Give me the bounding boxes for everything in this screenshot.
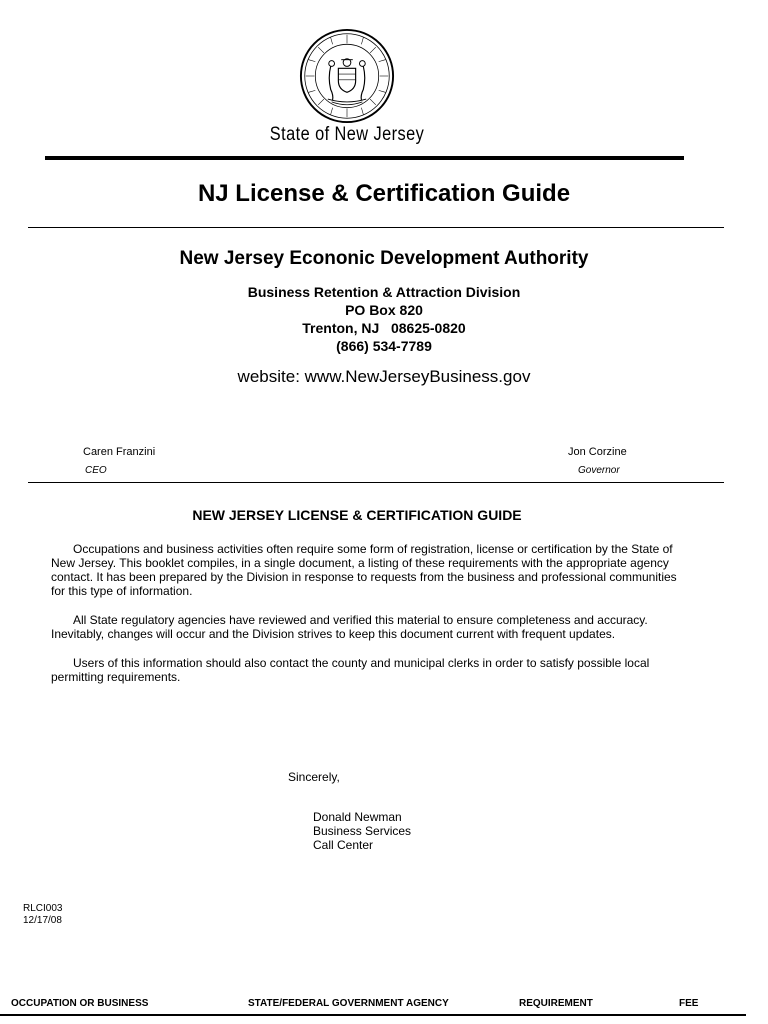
table-header-divider	[0, 1014, 746, 1016]
column-header-agency: STATE/FEDERAL GOVERNMENT AGENCY	[248, 998, 449, 1009]
state-name-heading: State of New Jersey	[269, 124, 425, 145]
website-line: website: www.NewJerseyBusiness.gov	[237, 367, 531, 386]
signer-name: Donald Newman	[313, 810, 402, 824]
po-box: PO Box 820	[345, 302, 423, 318]
division-name: Business Retention & Attraction Division	[247, 284, 521, 300]
document-code	[23, 903, 62, 927]
officials-divider	[28, 482, 724, 483]
document-id: RLCI003	[23, 903, 63, 914]
intro-paragraph	[51, 542, 691, 598]
signer-unit: Call Center	[313, 838, 374, 852]
document-date: 12/17/08	[23, 915, 62, 926]
signer-department: Business Services	[313, 824, 412, 838]
phone-number: (866) 534-7789	[336, 338, 432, 354]
header-divider	[45, 156, 684, 160]
city-zip: Trenton, NJ 08625-0820	[302, 320, 466, 336]
title-divider	[28, 227, 724, 228]
governor-title: Governor	[578, 465, 620, 476]
ceo-title: CEO	[85, 465, 107, 476]
paragraph-text: Users of this information should also contact the county and municipal clerks in order to satisfy possible local permitting requirements.	[51, 656, 650, 684]
paragraph-text: Occupations and business activities often require some form of registration, license or certification by the State of New Jersey. This booklet compiles, in a single document, a listing of these requirements with the appropriate agency contact. It has been prepared by the Division in response to requests from the business and professional communities for this type of information.	[51, 542, 677, 598]
guide-heading: NEW JERSEY LICENSE & CERTIFICATION GUIDE	[192, 507, 522, 523]
column-header-fee: FEE	[679, 998, 699, 1009]
governor-name: Jon Corzine	[568, 446, 627, 458]
page-title: NJ License & Certification Guide	[197, 180, 571, 207]
division-address	[0, 283, 768, 355]
local-permits-paragraph	[51, 656, 691, 684]
column-header-requirement: REQUIREMENT	[519, 998, 593, 1009]
signature-block	[313, 810, 411, 852]
agency-name: New Jersey Econonic Development Authority	[179, 248, 589, 269]
paragraph-text: All State regulatory agencies have reviewed and verified this material to ensure completeness and accuracy. Inevitably, changes will occur and the Division strives to keep this document current with frequent updates.	[51, 613, 648, 641]
new-jersey-state-seal-icon	[299, 28, 395, 124]
verification-paragraph	[51, 613, 691, 641]
column-header-occupation: OCCUPATION OR BUSINESS	[11, 998, 149, 1009]
closing: Sincerely,	[288, 770, 340, 784]
ceo-name: Caren Franzini	[83, 446, 156, 458]
